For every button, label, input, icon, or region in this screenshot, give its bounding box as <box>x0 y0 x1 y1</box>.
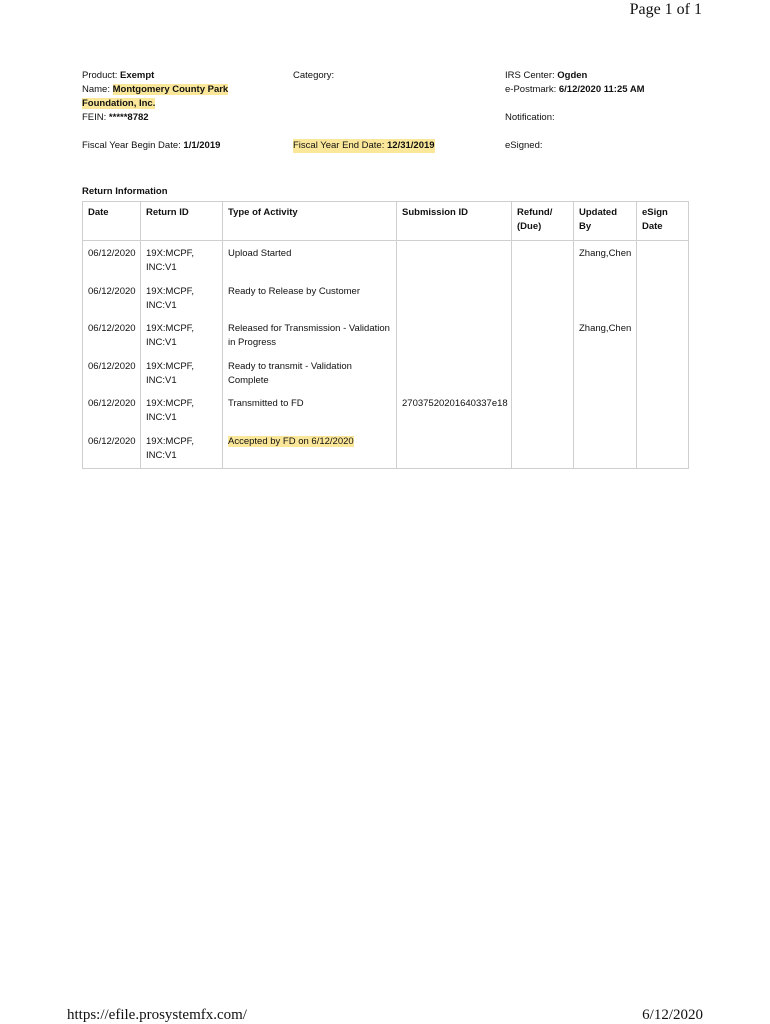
irs-center-value: Ogden <box>557 70 588 81</box>
col-header-refund-due: Refund/ (Due) <box>512 202 574 241</box>
cell-updated-by <box>574 356 637 394</box>
name-line <box>82 83 228 97</box>
table-header-row <box>83 202 689 241</box>
epostmark-value: 6/12/2020 11:25 AM <box>558 84 645 95</box>
cell-esign-date <box>637 241 689 281</box>
cell-return-id: 19X:MCPF, INC:V1 <box>141 281 223 319</box>
name-value-line2: Foundation, Inc. <box>82 98 156 109</box>
cell-submission-id <box>397 241 512 281</box>
cell-esign-date <box>637 356 689 394</box>
cell-date: 06/12/2020 <box>83 431 141 469</box>
fein-label: FEIN: <box>82 112 107 123</box>
cell-esign-date <box>637 393 689 431</box>
fiscal-year-begin <box>82 139 220 153</box>
irs-center-label: IRS Center: <box>505 70 555 81</box>
cell-activity <box>223 431 397 469</box>
cell-activity: Ready to Release by Customer <box>223 281 397 319</box>
fy-end-value: 12/31/2019 <box>387 140 435 151</box>
col-header-esign-date: eSign Date <box>637 202 689 241</box>
epostmark-line <box>505 83 645 97</box>
product-line <box>82 69 154 83</box>
cell-refund <box>512 281 574 319</box>
cell-updated-by: Zhang,Chen <box>574 318 637 356</box>
cell-updated-by <box>574 431 637 469</box>
cell-return-id: 19X:MCPF, INC:V1 <box>141 431 223 469</box>
cell-submission-id: 27037520201640337e18 <box>397 393 512 431</box>
cell-date: 06/12/2020 <box>83 241 141 281</box>
col-header-updated-by: Updated By <box>574 202 637 241</box>
cell-activity: Transmitted to FD <box>223 393 397 431</box>
category-label: Category: <box>293 70 335 81</box>
cell-refund <box>512 356 574 394</box>
epostmark-label: e-Postmark: <box>505 84 557 95</box>
cell-updated-by <box>574 281 637 319</box>
cell-return-id: 19X:MCPF, INC:V1 <box>141 393 223 431</box>
name-value-line1: Montgomery County Park <box>112 84 229 95</box>
cell-refund <box>512 431 574 469</box>
esigned-label: eSigned: <box>505 140 543 151</box>
cell-updated-by: Zhang,Chen <box>574 241 637 281</box>
footer-url[interactable]: https://efile.prosystemfx.com/ <box>67 1007 247 1023</box>
cell-activity: Released for Transmission - Validation in Progress <box>223 318 397 356</box>
name-line-2 <box>82 97 155 111</box>
footer-date: 6/12/2020 <box>642 1007 703 1023</box>
cell-refund <box>512 241 574 281</box>
product-label: Product: <box>82 70 118 81</box>
cell-date: 06/12/2020 <box>83 393 141 431</box>
product-value: Exempt <box>120 70 155 81</box>
return-info-title: Return Information <box>82 186 168 197</box>
cell-refund <box>512 318 574 356</box>
fein-line <box>82 111 149 125</box>
cell-submission-id <box>397 356 512 394</box>
table-row <box>83 356 689 394</box>
notification-label: Notification: <box>505 112 555 123</box>
cell-date: 06/12/2020 <box>83 356 141 394</box>
fy-begin-label: Fiscal Year Begin Date: <box>82 140 181 151</box>
cell-activity: Upload Started <box>223 241 397 281</box>
col-header-date: Date <box>83 202 141 241</box>
cell-refund <box>512 393 574 431</box>
cell-esign-date <box>637 281 689 319</box>
fy-begin-value: 1/1/2019 <box>183 140 221 151</box>
return-info-table <box>82 201 689 469</box>
col-header-submission-id: Submission ID <box>397 202 512 241</box>
table-row <box>83 241 689 281</box>
cell-return-id: 19X:MCPF, INC:V1 <box>141 356 223 394</box>
fy-end-label: Fiscal Year End Date: <box>293 140 385 151</box>
table-row <box>83 431 689 469</box>
cell-activity: Ready to transmit - Validation Complete <box>223 356 397 394</box>
cell-date: 06/12/2020 <box>83 318 141 356</box>
cell-submission-id <box>397 431 512 469</box>
table-row <box>83 281 689 319</box>
notification-line <box>505 111 555 125</box>
table-row <box>83 393 689 431</box>
cell-return-id: 19X:MCPF, INC:V1 <box>141 318 223 356</box>
cell-updated-by <box>574 393 637 431</box>
fein-value: *****8782 <box>108 112 149 123</box>
irs-center-line <box>505 69 587 83</box>
cell-esign-date <box>637 431 689 469</box>
cell-return-id: 19X:MCPF, INC:V1 <box>141 241 223 281</box>
name-label: Name: <box>82 84 110 95</box>
cell-esign-date <box>637 318 689 356</box>
cell-submission-id <box>397 281 512 319</box>
cell-date: 06/12/2020 <box>83 281 141 319</box>
page-number: Page 1 of 1 <box>629 1 702 18</box>
esigned-line <box>505 139 543 153</box>
table-row <box>83 318 689 356</box>
col-header-type-of-activity: Type of Activity <box>223 202 397 241</box>
accepted-status-text: Accepted by FD on 6/12/2020 <box>228 435 354 447</box>
cell-submission-id <box>397 318 512 356</box>
col-header-return-id: Return ID <box>141 202 223 241</box>
category-line <box>293 69 334 83</box>
fiscal-year-end <box>293 139 435 153</box>
